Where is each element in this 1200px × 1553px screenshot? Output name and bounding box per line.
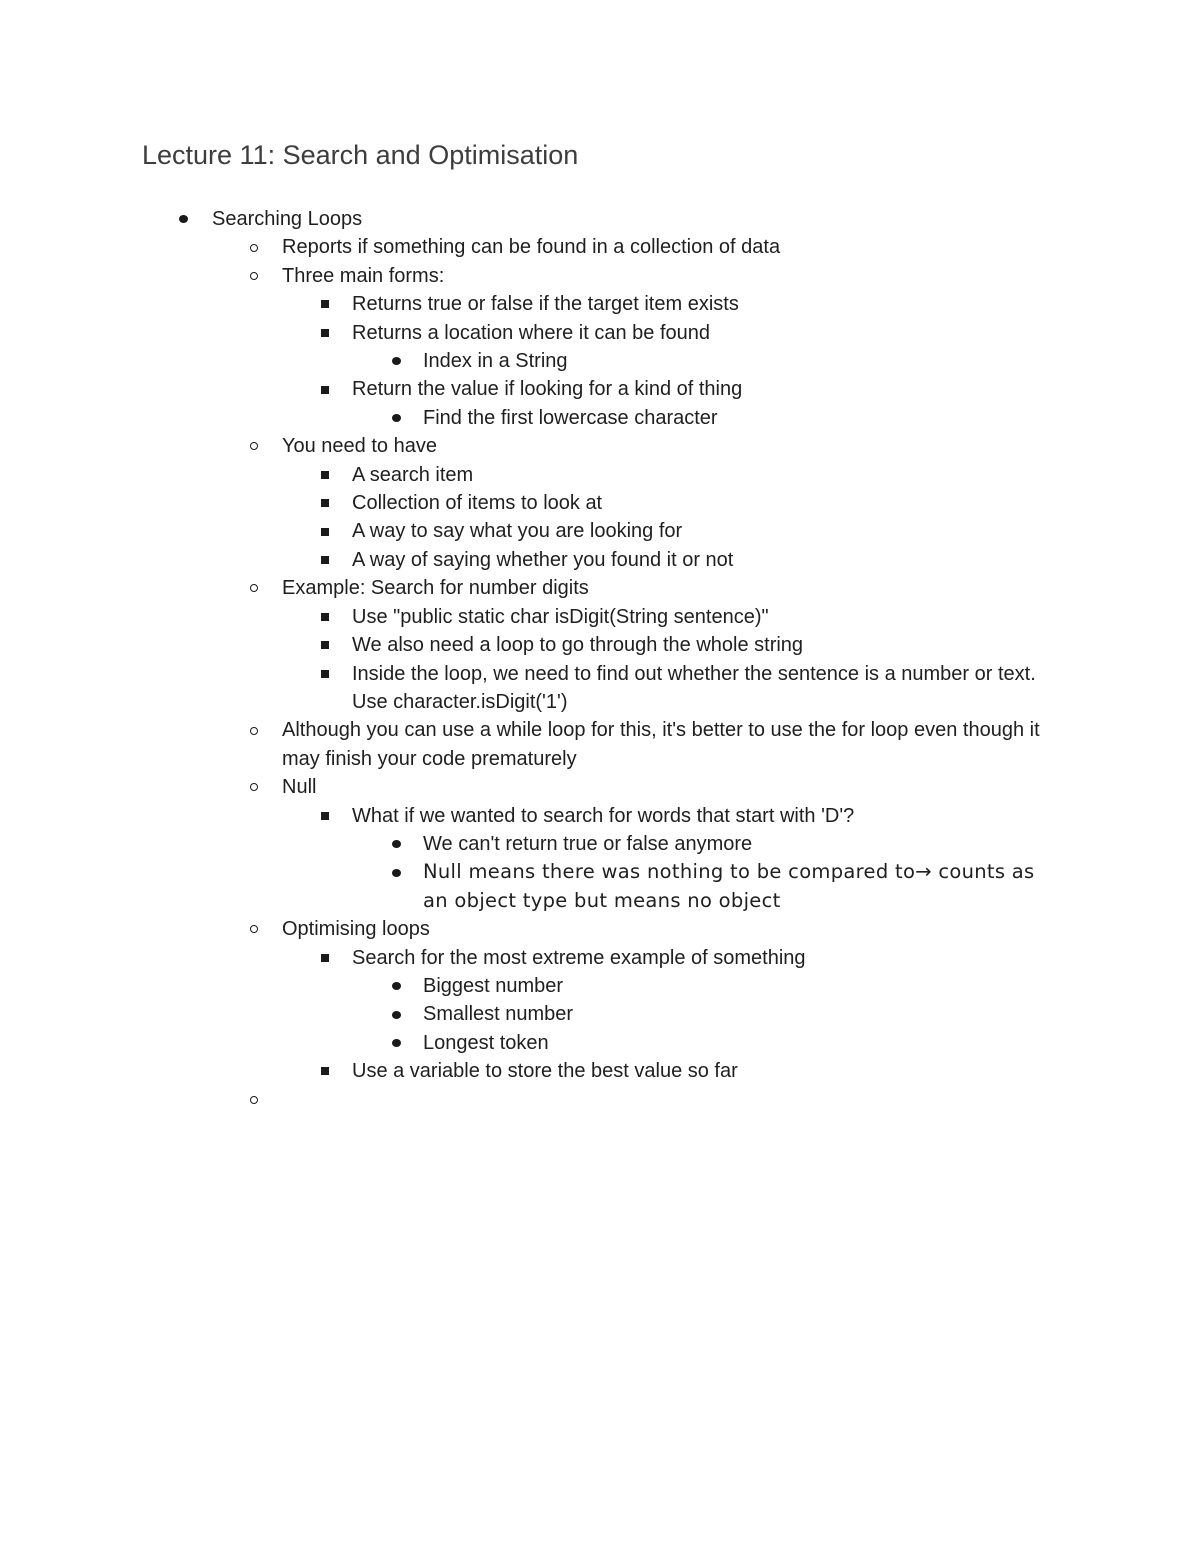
bulleted-outline [0, 205, 1200, 1114]
list-item-text: A way of saying whether you found it or not [352, 548, 734, 571]
list-item-text: Returns true or false if the target item exists [352, 293, 739, 316]
square-bullet-icon [315, 375, 335, 403]
list-item-text: Biggest number [423, 974, 564, 997]
list-item-text: Searching Loops [212, 208, 363, 230]
hollow-bullet-icon [244, 262, 264, 290]
square-bullet-icon [315, 290, 335, 318]
filled-bullet-icon [386, 347, 406, 375]
list-item-text: Search for the most extreme example of something [352, 946, 806, 969]
square-bullet-icon [315, 1057, 335, 1085]
list-item [0, 802, 1048, 830]
filled-bullet-icon [386, 830, 406, 858]
list-item-text: Three main forms: [282, 264, 445, 287]
list-item [0, 262, 1048, 290]
list-item-text: Use "public static char isDigit(String sentence)" [352, 605, 769, 628]
hollow-bullet-icon [244, 574, 264, 602]
list-item [0, 773, 1048, 801]
square-bullet-icon [315, 546, 335, 574]
hollow-bullet-icon [244, 233, 264, 261]
list-item [0, 290, 1048, 318]
list-item [0, 546, 1048, 574]
list-item-text: Index in a String [423, 350, 568, 373]
square-bullet-icon [315, 603, 335, 631]
square-bullet-icon [315, 631, 335, 659]
list-item-text [282, 1086, 1048, 1114]
filled-bullet-icon [386, 972, 406, 1000]
list-item [0, 631, 1048, 659]
hollow-bullet-icon [244, 1086, 264, 1114]
list-item [0, 603, 1048, 631]
list-item-text: Longest token [423, 1031, 549, 1054]
list-item-text: We also need a loop to go through the whole string [352, 634, 804, 657]
list-item-text: Although you can use a while loop for this, it's better to use the for loop even though it may finish your code prematurely [282, 719, 1040, 770]
square-bullet-icon [315, 461, 335, 489]
filled-bullet-icon [173, 205, 193, 233]
list-item [0, 830, 1048, 858]
list-item [0, 347, 1048, 375]
list-item [0, 375, 1048, 403]
square-bullet-icon [315, 944, 335, 972]
square-bullet-icon [315, 660, 335, 688]
list-item [0, 432, 1048, 460]
list-item [0, 1086, 1048, 1114]
list-item [0, 1029, 1048, 1057]
list-item-text: A search item [352, 463, 474, 486]
list-item-text: Find the first lowercase character [423, 406, 718, 429]
list-item-text: Null [282, 776, 317, 799]
square-bullet-icon [315, 319, 335, 347]
list-item [0, 205, 1048, 233]
square-bullet-icon [315, 517, 335, 545]
list-item [0, 972, 1048, 1000]
square-bullet-icon [315, 802, 335, 830]
list-item [0, 1000, 1048, 1028]
list-item-text: Collection of items to look at [352, 492, 603, 515]
filled-bullet-icon [386, 1000, 406, 1028]
list-item-text: Use a variable to store the best value so far [352, 1060, 738, 1083]
list-item-text: Example: Search for number digits [282, 577, 589, 600]
list-item-text: Reports if something can be found in a collection of data [282, 236, 781, 259]
list-item [0, 233, 1048, 261]
document-title: Lecture 11: Search and Optimisation [142, 140, 579, 170]
filled-bullet-icon [386, 1029, 406, 1057]
list-item-text: Smallest number [423, 1003, 574, 1026]
list-item [0, 319, 1048, 347]
list-item-text: Return the value if looking for a kind of thing [352, 378, 743, 401]
list-item [0, 404, 1048, 432]
list-item [0, 716, 1048, 773]
list-item [0, 944, 1048, 972]
square-bullet-icon [315, 489, 335, 517]
list-item [0, 858, 1048, 915]
list-item-text: You need to have [282, 435, 437, 458]
hollow-bullet-icon [244, 432, 264, 460]
list-item-text: Optimising loops [282, 918, 430, 941]
filled-bullet-icon [386, 404, 406, 432]
list-item [0, 660, 1048, 717]
list-item-text: We can't return true or false anymore [423, 832, 753, 855]
list-item [0, 517, 1048, 545]
list-item-text: What if we wanted to search for words that start with 'D'? [352, 804, 855, 827]
hollow-bullet-icon [244, 773, 264, 801]
list-item-text: Inside the loop, we need to find out whether the sentence is a number or text. Use character.isDigit('1') [352, 662, 1036, 713]
list-item [0, 461, 1048, 489]
filled-bullet-icon [386, 858, 406, 886]
list-item-text: A way to say what you are looking for [352, 520, 683, 543]
list-item [0, 489, 1048, 517]
hollow-bullet-icon [244, 716, 264, 744]
list-item-text: Returns a location where it can be found [352, 321, 710, 344]
list-item-text: Null means there was nothing to be compared to→ counts as an object type but means no object [423, 860, 1035, 912]
list-item [0, 574, 1048, 602]
list-item [0, 1057, 1048, 1085]
list-item [0, 915, 1048, 943]
hollow-bullet-icon [244, 915, 264, 943]
